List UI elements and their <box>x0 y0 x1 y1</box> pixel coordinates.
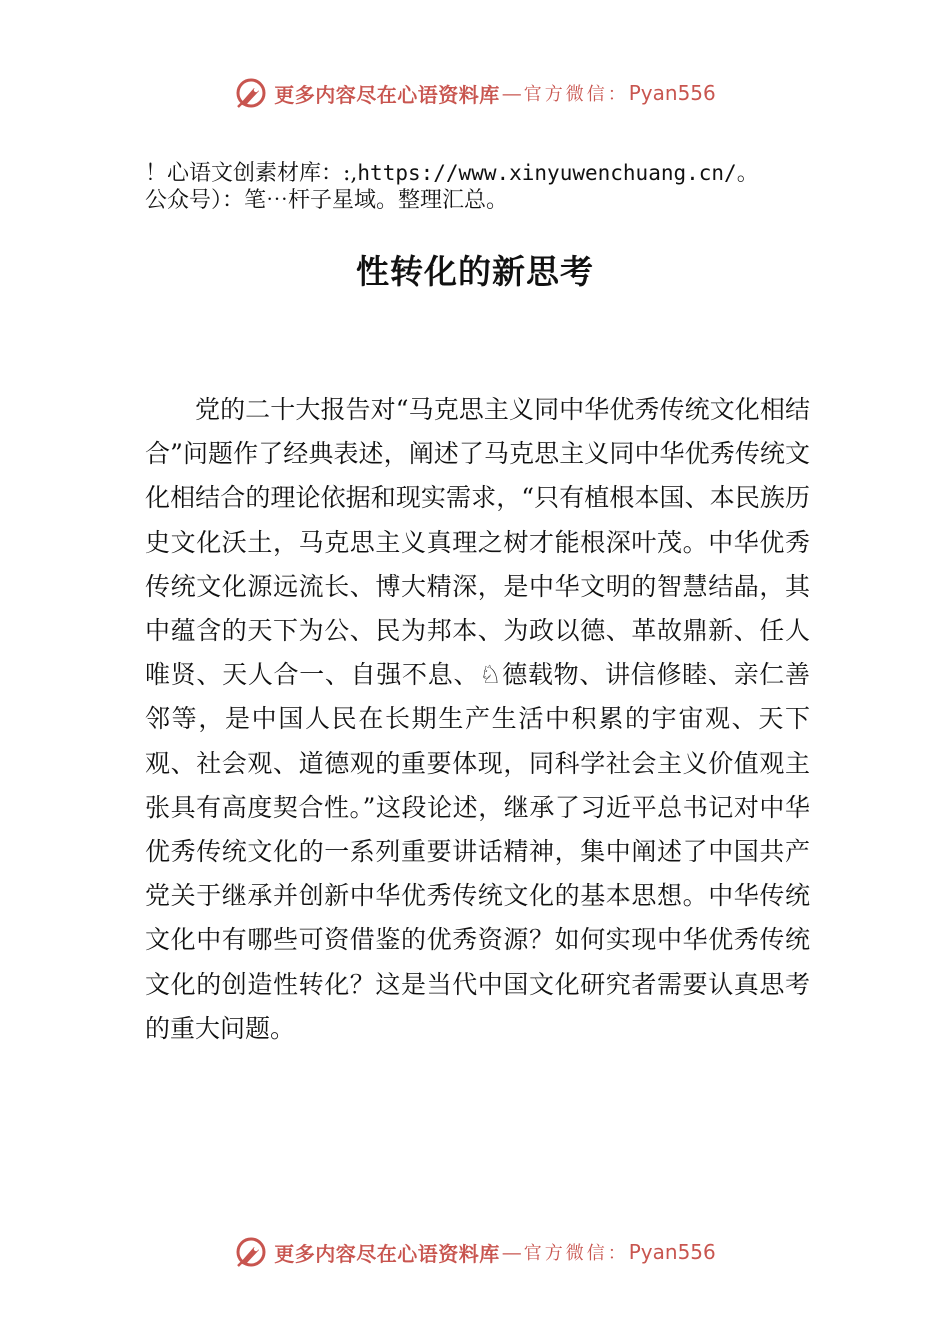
banner-subtext: 官方微信： <box>523 1243 629 1264</box>
banner-title: 更多内容尽在心语资料库 <box>274 82 500 107</box>
pen-nib-logo-icon <box>234 1235 268 1269</box>
source-note-line-2: 公众号）：笔⋯杆子星域。整理汇总。 <box>145 188 509 213</box>
footer-banner <box>0 1232 950 1272</box>
source-note-prefix: ！心语文创素材库：:, <box>145 161 358 186</box>
banner-separator: — <box>501 1240 522 1264</box>
source-note <box>145 160 865 214</box>
banner-wechat-id: Pyan556 <box>628 81 716 105</box>
source-note-suffix: 。 <box>736 161 759 186</box>
banner-subtext: 官方微信： <box>523 84 629 105</box>
page-title: 性转化的新思考 <box>356 252 594 291</box>
source-url-link[interactable]: https://www.xinyuwenchuang.cn/ <box>357 161 737 185</box>
source-note-line-1 <box>145 160 865 187</box>
banner-wechat-id: Pyan556 <box>628 1240 716 1264</box>
body-paragraph: 党的二十大报告对“马克思主义同中华优秀传统文化相结合”问题作了经典表述，阐述了马克思主义同中华优秀传统文化相结合的理论依据和现实需求，“只有植根本国、本民族历史文化沃土，马克思主义真理之树才能根深叶茂。中华优秀传统文化源远流长、博大精深，是中华文明的智慧结晶，其中蕴含的天下为公、民为邦本、为政以德、革故鼎新、任人唯贤、天人合一、自强不息、♘德载物、讲信修睦、亲仁善邻等，是中国人民在长期生产生活中积累的宇宙观、天下观、社会观、道德观的重要体现，同科学社会主义价值观主张具有高度契合性。”这段论述，继承了习近平总书记对中华优秀传统文化的一系列重要讲话精神，集中阐述了中国共产党关于继承并创新中华优秀传统文化的基本思想。中华传统文化中有哪些可资借鉴的优秀资源？如何实现中华优秀传统文化的创造性转化？这是当代中国文化研究者需要认真思考的重大问题。 <box>145 395 810 1043</box>
banner-separator: — <box>501 81 522 105</box>
header-banner <box>0 73 950 113</box>
pen-nib-logo-icon <box>234 76 268 110</box>
banner-title: 更多内容尽在心语资料库 <box>274 1241 500 1266</box>
